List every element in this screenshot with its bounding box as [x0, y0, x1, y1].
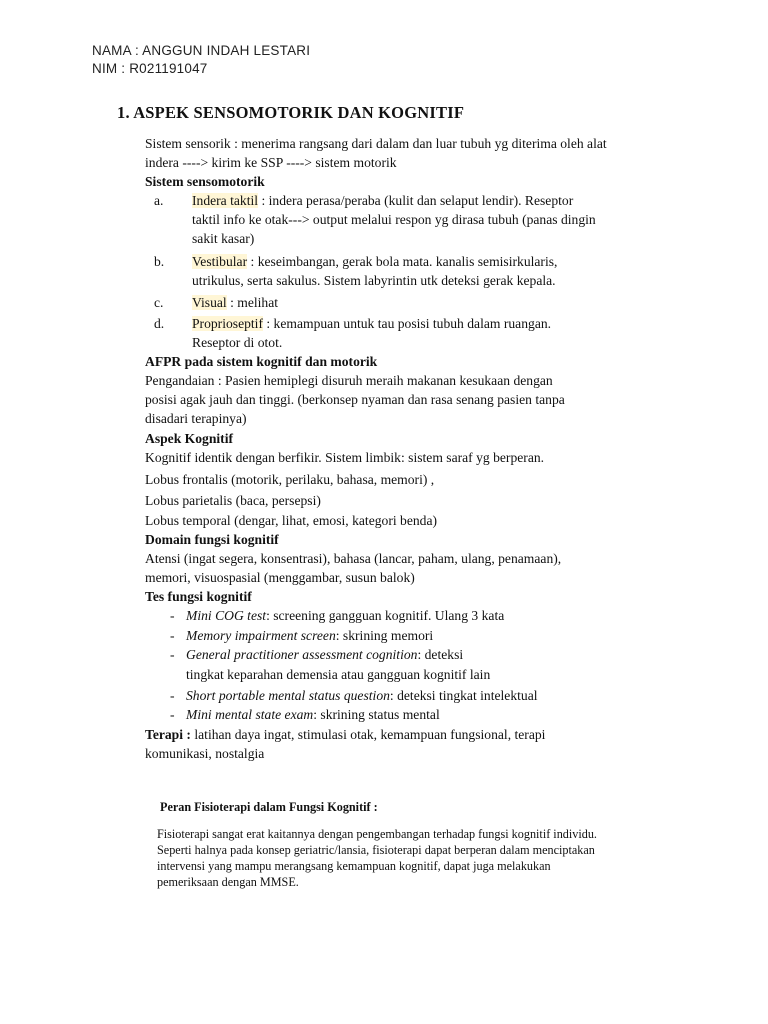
kognitif-line-3: Lobus parietalis (baca, persepsi)	[145, 493, 321, 508]
item-text: : melihat	[226, 295, 279, 310]
kognitif-line-1: Kognitif identik dengan berfikir. Sistem limbik: sistem saraf yg berperan.	[145, 450, 545, 465]
test-item	[170, 686, 538, 705]
list-item-d-line-2: Reseptor di otot.	[192, 335, 283, 350]
test-name: Memory impairment screen	[186, 628, 336, 643]
list-item-b-line-2: utrikulus, serta sakulus. Sistem labyrintin utk deteksi gerak kepala.	[192, 273, 556, 288]
terapi-text: latihan daya ingat, stimulasi otak, kemampuan fungsional, terapi	[190, 727, 546, 742]
domain-heading: Domain fungsi kognitif	[145, 532, 279, 547]
test-item	[170, 626, 433, 645]
terapi-line-1	[145, 725, 545, 744]
highlighted-term: Proprioseptif	[192, 316, 263, 331]
terapi-label: Terapi :	[145, 727, 191, 742]
intro-line-1: Sistem sensorik : menerima rangsang dari dalam dan luar tubuh yg diterima oleh alat	[145, 136, 607, 151]
test-item	[170, 645, 463, 664]
item-text: : kemampuan untuk tau posisi tubuh dalam ruangan.	[262, 316, 552, 331]
section-title: 1. ASPEK SENSOMOTORIK DAN KOGNITIF	[117, 103, 465, 122]
list-item-a-line-3: sakit kasar)	[192, 231, 255, 246]
list-item-b	[154, 252, 557, 271]
highlighted-term: Visual	[192, 295, 227, 310]
highlighted-term: Indera taktil	[192, 193, 259, 208]
list-marker: b.	[154, 254, 165, 269]
kognitif-heading: Aspek Kognitif	[145, 431, 233, 446]
list-item-c	[154, 293, 278, 312]
intro-line-2: indera ----> kirim ke SSP ----> sistem motorik	[145, 155, 397, 170]
afpr-line-1: Pengandaian : Pasien hemiplegi disuruh meraih makanan kesukaan dengan	[145, 373, 553, 388]
test-desc: : skrining status mental	[313, 707, 440, 722]
peran-heading: Peran Fisioterapi dalam Fungsi Kognitif :	[160, 800, 378, 814]
dash-bullet: -	[170, 688, 175, 703]
list-item-a-line-2: taktil info ke otak---> output melalui respon yg dirasa tubuh (panas dingin	[192, 212, 596, 227]
afpr-heading: AFPR pada sistem kognitif dan motorik	[145, 354, 378, 369]
domain-line-2: memori, visuospasial (menggambar, susun balok)	[145, 570, 415, 585]
test-item-line-2: tingkat keparahan demensia atau gangguan kognitif lain	[186, 667, 491, 682]
list-item-d	[154, 314, 551, 333]
dash-bullet: -	[170, 628, 175, 643]
student-name: NAMA : ANGGUN INDAH LESTARI	[92, 43, 311, 58]
test-name: General practitioner assessment cognition	[186, 647, 418, 662]
peran-line-2: Seperti halnya pada konsep geriatric/lansia, fisioterapi dapat berperan dalam menciptakan	[157, 843, 595, 857]
item-text: : indera perasa/peraba (kulit dan selaput lendir). Reseptor	[258, 193, 574, 208]
item-text: : keseimbangan, gerak bola mata. kanalis semisirkularis,	[247, 254, 558, 269]
highlighted-term: Vestibular	[192, 254, 248, 269]
domain-line-1: Atensi (ingat segera, konsentrasi), bahasa (lancar, paham, ulang, penamaan),	[145, 551, 562, 566]
dash-bullet: -	[170, 608, 175, 623]
test-desc: : skrining memori	[335, 628, 434, 643]
peran-line-4: pemeriksaan dengan MMSE.	[157, 875, 299, 889]
test-desc: : deteksi	[417, 647, 464, 662]
sensomotorik-heading: Sistem sensomotorik	[145, 174, 265, 189]
list-marker: d.	[154, 316, 165, 331]
list-marker: a.	[154, 193, 164, 208]
test-item	[170, 705, 440, 724]
peran-line-1: Fisioterapi sangat erat kaitannya dengan pengembangan terhadap fungsi kognitif individu.	[157, 827, 597, 841]
dash-bullet: -	[170, 707, 175, 722]
test-desc: : deteksi tingkat intelektual	[389, 688, 538, 703]
list-marker: c.	[154, 295, 164, 310]
student-nim: NIM : R021191047	[92, 61, 208, 76]
kognitif-line-2: Lobus frontalis (motorik, perilaku, bahasa, memori) ,	[145, 472, 435, 487]
kognitif-line-4: Lobus temporal (dengar, lihat, emosi, kategori benda)	[145, 513, 438, 528]
test-name: Mini mental state exam	[186, 707, 314, 722]
tes-heading: Tes fungsi kognitif	[145, 589, 252, 604]
afpr-line-3: disadari terapinya)	[145, 411, 247, 426]
test-item	[170, 606, 504, 625]
peran-line-3: intervensi yang mampu merangsang kemampuan kognitif, dapat juga melakukan	[157, 859, 551, 873]
terapi-line-2: komunikasi, nostalgia	[145, 746, 265, 761]
test-desc: : screening gangguan kognitif. Ulang 3 kata	[266, 608, 505, 623]
test-name: Mini COG test	[186, 608, 267, 623]
test-name: Short portable mental status question	[186, 688, 390, 703]
list-item-a	[154, 191, 573, 210]
dash-bullet: -	[170, 647, 175, 662]
afpr-line-2: posisi agak jauh dan tinggi. (berkonsep nyaman dan rasa senang pasien tanpa	[145, 392, 565, 407]
